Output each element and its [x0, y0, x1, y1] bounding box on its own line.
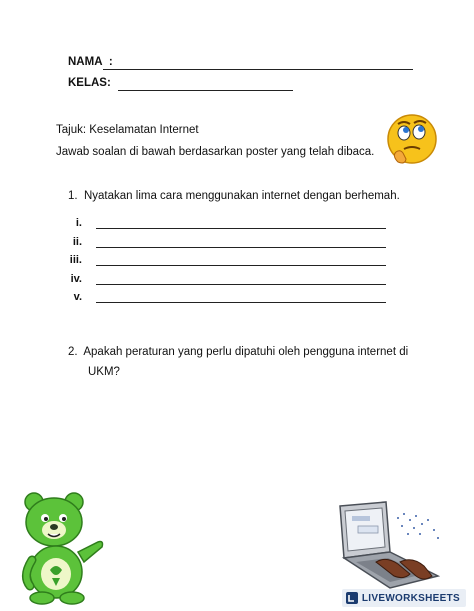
answer-line-v[interactable]	[96, 302, 386, 303]
question-2-number: 2.	[68, 346, 78, 358]
question-1-number: 1.	[68, 190, 78, 202]
question-2	[68, 346, 408, 358]
question-2-text-line2: UKM?	[88, 366, 120, 378]
care-bear-illustration	[18, 490, 110, 606]
answer-label-iii: iii.	[69, 254, 82, 266]
answer-label-iv: iv.	[70, 273, 82, 285]
answer-line-ii[interactable]	[96, 247, 386, 248]
name-answer-line[interactable]	[103, 69, 413, 70]
answer-line-iv[interactable]	[96, 284, 386, 285]
answer-line-i[interactable]	[96, 228, 386, 229]
class-label: KELAS:	[68, 77, 111, 89]
question-1	[68, 190, 400, 202]
watermark-text: LIVEWORKSHEETS	[361, 592, 460, 604]
question-2-text: Apakah peraturan yang perlu dipatuhi oleh pengguna internet di	[83, 346, 409, 358]
class-answer-line[interactable]	[118, 90, 293, 91]
question-1-text: Nyatakan lima cara menggunakan internet dengan berhemah.	[83, 190, 400, 202]
name-label: NAMA :	[68, 56, 113, 68]
answer-label-v: v.	[73, 291, 82, 303]
laptop-typing-illustration	[328, 500, 446, 592]
answer-line-iii[interactable]	[96, 265, 386, 266]
thinking-face-icon	[384, 112, 442, 170]
worksheet-title: Tajuk: Keselamatan Internet	[56, 124, 199, 136]
liveworksheets-watermark[interactable]	[342, 589, 466, 607]
answer-label-i: i.	[75, 217, 82, 229]
liveworksheets-logo-icon	[346, 592, 358, 604]
answer-label-ii: ii.	[72, 236, 82, 248]
worksheet-instruction: Jawab soalan di bawah berdasarkan poster yang telah dibaca.	[56, 146, 375, 158]
